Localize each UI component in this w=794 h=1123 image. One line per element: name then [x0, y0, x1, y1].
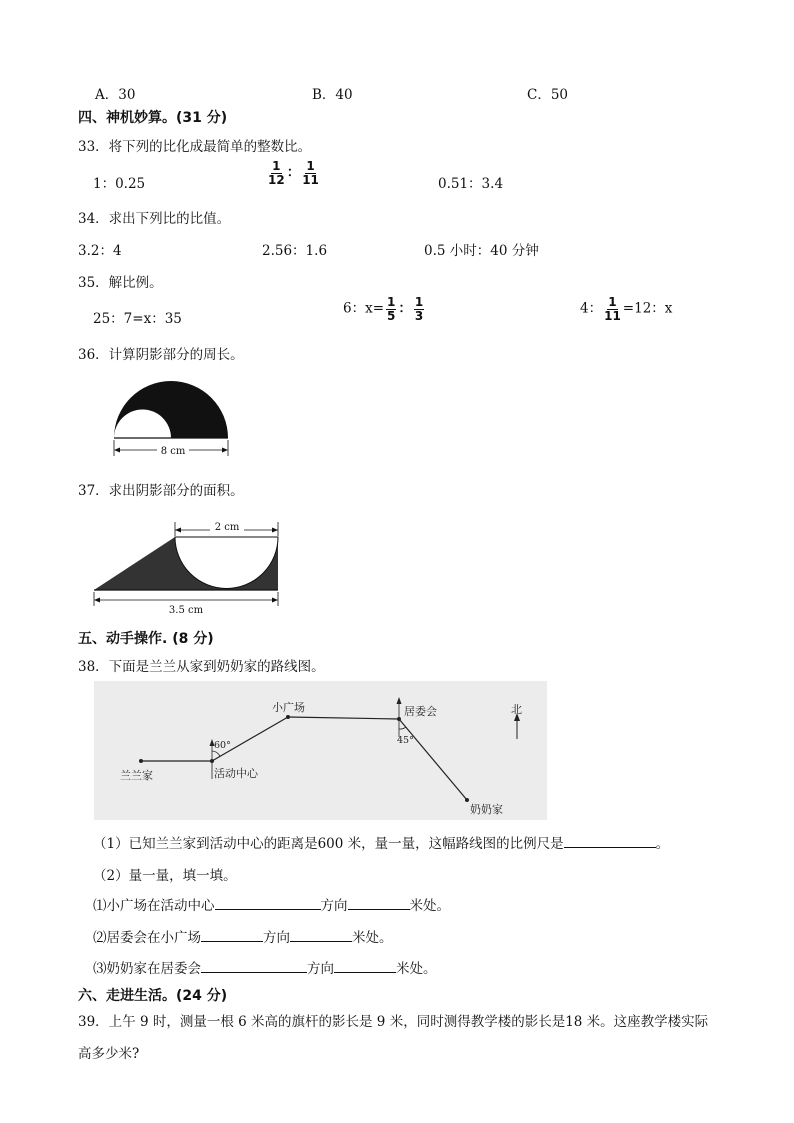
fraction: $\frac{1}{11}$ [604, 295, 621, 323]
q34-item-1: 3.2：4 [78, 243, 122, 259]
q35-text: 35．解比例。 [78, 275, 163, 291]
fraction: $\frac{1}{11}$ [302, 159, 319, 187]
q34-item-3: 0.5 小时：40 分钟 [424, 243, 539, 259]
map-label-committee: 居委会 [404, 705, 437, 718]
q33-text: 33．将下列的比化成最简单的整数比。 [78, 139, 312, 155]
q39-line-2: 高多少米? [78, 1046, 140, 1062]
q38-part-1: （1）已知兰兰家到活动中心的距离是600 米，量一量，这幅路线图的比例尺是 。 [93, 832, 669, 852]
answer-blank-direction-3[interactable] [201, 958, 307, 973]
q34-text: 34．求出下列比的比值。 [78, 211, 231, 227]
answer-blank-direction-1[interactable] [215, 895, 321, 910]
q35-item-1: 25：7=x：35 [93, 311, 182, 327]
map-angle-45: 45° [397, 735, 414, 746]
map-label-north: 北 [511, 703, 522, 716]
q37-figure [88, 512, 288, 616]
map-label-center: 活动中心 [214, 767, 258, 780]
q38-part-2: （2）量一量，填一填。 [93, 868, 237, 884]
q38-sub-2: ⑵居委会在小广场 方向 米处。 [93, 926, 393, 946]
q35-item-3: 4： $\frac{1}{11}$ =12：x [580, 295, 673, 323]
map-label-home: 兰兰家 [120, 769, 153, 782]
answer-blank-distance-1[interactable] [348, 895, 410, 910]
fraction: $\frac{1}{12}$ [268, 159, 285, 187]
option-a: A．30 [95, 87, 136, 103]
q37-text: 37．求出阴影部分的面积。 [78, 483, 244, 499]
q39-line-1: 39．上午 9 时，测量一根 6 米高的旗杆的影长是 9 米，同时测得教学楼的影长是18 米。这座教学楼实际 [78, 1014, 709, 1030]
q33-item-3: 0.51：3.4 [438, 176, 504, 192]
section-6-title: 六、走进生活。(24 分) [78, 988, 228, 1004]
map-label-grandma: 奶奶家 [470, 803, 503, 816]
route-map [94, 681, 547, 820]
section-5-title: 五、动手操作. (8 分) [78, 631, 214, 647]
answer-blank-direction-2[interactable] [201, 927, 263, 942]
fraction: $\frac{1}{3}$ [414, 295, 424, 323]
fraction: $\frac{1}{5}$ [387, 295, 396, 323]
q38-sub-3: ⑶奶奶家在居委会 方向 米处。 [93, 957, 437, 977]
q36-figure [104, 374, 238, 460]
section-4-title: 四、神机妙算。(31 分) [78, 110, 228, 126]
answer-blank-distance-2[interactable] [290, 927, 352, 942]
q35-item-2: 6：x= $\frac{1}{5}$ ： $\frac{1}{3}$ [343, 295, 424, 323]
q33-item-2: $\frac{1}{12}$ ： $\frac{1}{11}$ [268, 159, 319, 187]
shaded-triangle [94, 537, 175, 590]
q38-sub-1: ⑴小广场在活动中心 方向 米处。 [93, 894, 450, 914]
q37-dimension-bottom: 3.5 cm [168, 605, 204, 616]
answer-blank-distance-3[interactable] [334, 958, 396, 973]
option-c: C．50 [527, 87, 569, 103]
map-label-plaza: 小广场 [272, 701, 305, 714]
q37-dimension-top: 2 cm [214, 522, 240, 533]
map-angle-60: 60° [214, 740, 231, 751]
q36-text: 36．计算阴影部分的周长。 [78, 347, 244, 363]
q33-item-1: 1：0.25 [93, 176, 146, 192]
option-b: B．40 [312, 87, 353, 103]
q38-text: 38．下面是兰兰从家到奶奶家的路线图。 [78, 659, 325, 675]
answer-blank-scale[interactable] [564, 833, 656, 848]
q36-dimension: 8 cm [160, 446, 186, 457]
q34-item-2: 2.56：1.6 [262, 243, 328, 259]
